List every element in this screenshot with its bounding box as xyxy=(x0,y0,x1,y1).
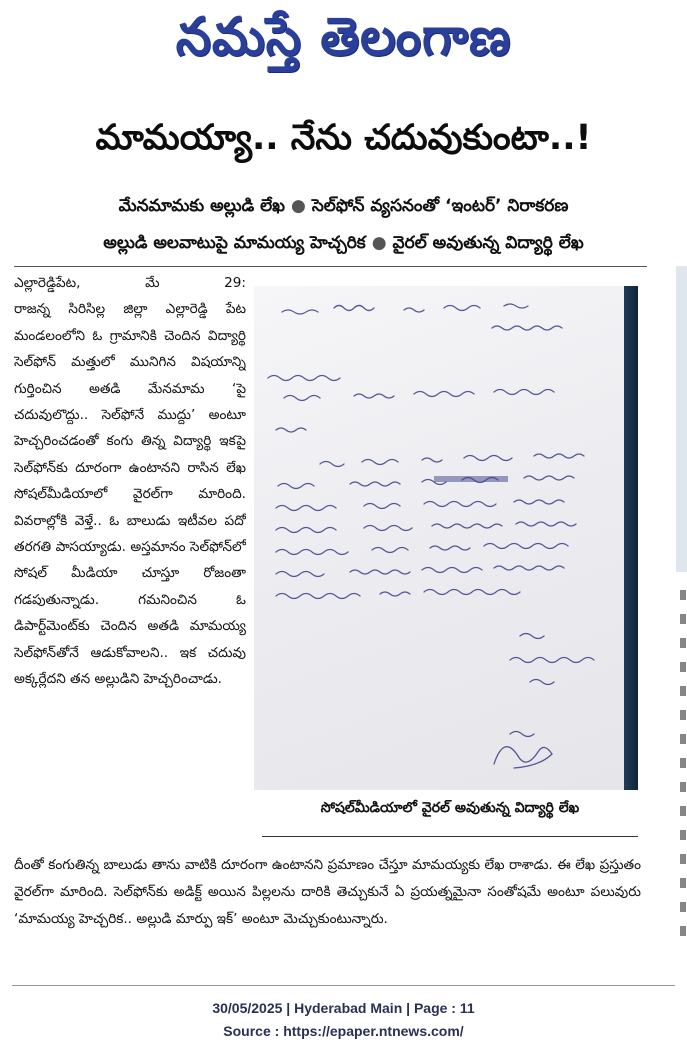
photo-caption: సోషల్‌మీడియాలో వైరల్ అవుతున్న విద్యార్థి లేఖ xyxy=(320,800,580,816)
subhead-2b: వైరల్ అవుతున్న విద్యార్థి లేఖ xyxy=(392,233,584,253)
newspaper-logo: నమస్తే తెలంగాణ xyxy=(175,6,512,68)
footer-edition-info: 30/05/2025 | Hyderabad Main | Page : 11 xyxy=(212,1000,475,1016)
subheadline-1 xyxy=(0,196,687,220)
masthead xyxy=(0,0,687,78)
article-conclusion: దీంతో కంగుతిన్న బాలుడు తాను వాటికి దూరంగా ఉంటానని ప్రమాణం చేస్తూ మామయ్యకు లేఖ రాశాడు. ఈ లేఖ ప్రస్తుతం వైరల్‌గా మారింది. సెల్‌ఫోన్‌కు అడిక్ట్ అయిన పిల్లలను దారికి తెచ్చుకునే ఏ ప్రయత్నమైనా సంతోషమే అంటూ పలువురు ‘మామయ్య హెచ్చరిక.. అల్లుడి మార్పు ఇక్’ అంటూ మెచ్చుకుంటున్నారు. xyxy=(14,857,641,927)
handwritten-letter-image xyxy=(254,286,638,790)
bullet-icon: ● xyxy=(291,196,306,216)
footer-source: Source : https://epaper.ntnews.com/ xyxy=(223,1023,464,1039)
article-body: రాజన్న సిరిసిల్ల జిల్లా ఎల్లారెడ్డి పేట మండలంలోని ఓ గ్రామానికి చెందిన విద్యార్థి సెల్‌ఫోన్ మత్తులో మునిగిన విషయాన్ని గుర్తించిన అతడి మేనమామ ‘పై చదువులొద్దు.. సెల్‌ఫోనే ముద్దు’ అంటూ హెచ్చరించడంతో కంగు తిన్న విద్యార్థి ఇకపై సెల్‌ఫోన్‌కు దూరంగా ఉంటానని రాసిన లేఖ సోషల్‌మీడియాలో వైరల్‌గా మారింది. వివరాల్లోకి వెళ్తే.. ఓ బాలుడు ఇటీవల పదో తరగతి పాసయ్యాడు. అస్తమానం సెల్‌ఫోన్‌లో సోషల్ మీడియా చూస్తూ రోజంతా గడపుతున్నాడు. గమనించిన ఓ డిపార్ట్‌మెంట్‌కు చెందిన అతడి మామయ్య సెల్‌ఫోన్‌తోనే ఆడుకోవాలని.. ఇక చదువు అక్కర్లేదని తన అల్లుడిని హెచ్చరించాడు. xyxy=(14,301,246,688)
caption-divider xyxy=(262,836,638,837)
subhead-1a: మేనమామకు అల్లుడి లేఖ xyxy=(118,196,285,216)
bullet-icon: ● xyxy=(371,233,387,253)
subhead-1b: సెల్‌ఫోన్ వ్యసనంతో ‘ఇంటర్’ నిరాకరణ xyxy=(311,196,569,216)
dateline: ఎల్లారెడ్డిపేట, మే 29: xyxy=(14,275,246,291)
headline: మామయ్యా.. నేను చదువుకుంటా..! xyxy=(95,118,592,158)
adjacent-column-edge xyxy=(680,590,686,950)
letter-photo xyxy=(254,286,638,790)
photo-edge xyxy=(624,286,638,790)
subhead-2a: అల్లుడి అలవాటుపై మామయ్య హెచ్చరిక xyxy=(103,233,366,253)
footer-divider xyxy=(12,985,675,986)
adjacent-image-edge xyxy=(676,266,687,572)
article-column xyxy=(14,270,246,845)
subheadline-2 xyxy=(0,233,687,257)
divider xyxy=(14,266,647,267)
